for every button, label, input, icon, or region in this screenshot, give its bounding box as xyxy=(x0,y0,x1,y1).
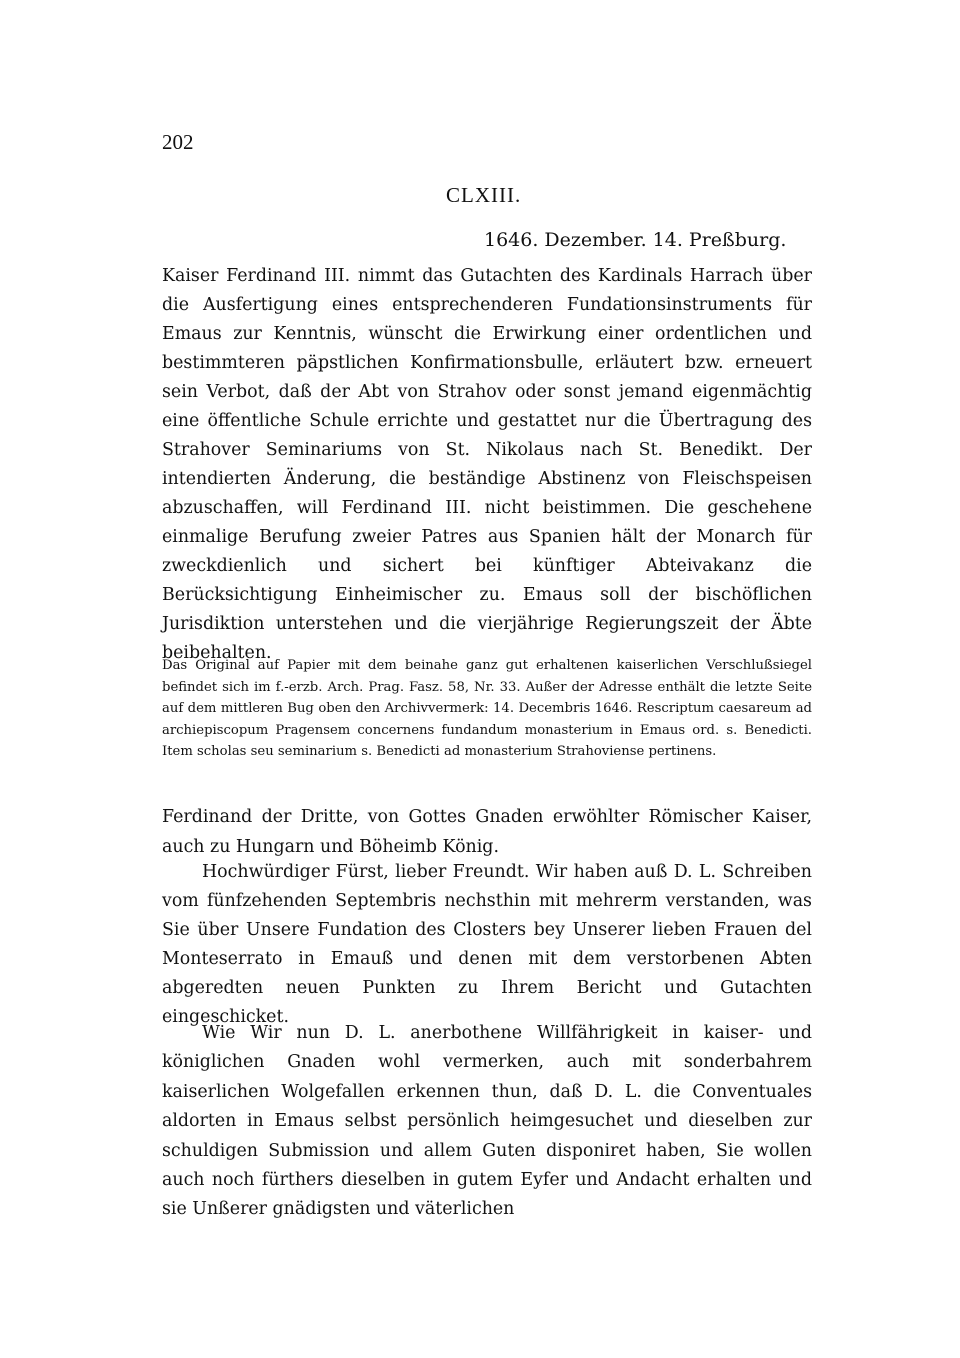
page-number: 202 xyxy=(162,130,194,154)
source-note: Das Original auf Papier mit dem beinahe ganz gut erhaltenen kaiserlichen Verschlußsiegel befindet sich im f.-erzb. Arch. Prag. Fasz. 58, Nr. 33. Außer der Adresse enthält die letzte Seite auf dem mittleren Bug oben den Archivvermerk: 14. Decembris 1646. Rescriptum caesareum ad archiepiscopum Pragensem concernens fundandum monasterium in Emaus ord. s. Benedicti. Item scholas seu seminarium s. Benedicti ad monasterium Strahoviense pertinens. xyxy=(162,658,812,760)
document-number: CLXIII. xyxy=(446,183,522,207)
dateline: 1646. Dezember. 14. Preßburg. xyxy=(484,229,787,251)
letter-paragraph: Wie Wir nun D. L. anerbothene Willfährigkeit in kaiser- und königlichen Gnaden wohl vermerken, auch mit sonderbahrem kaiserlichen Wolgefallen erkennen thun, daß D. L. die Conventuales aldorten in Emaus selbst persönlich heimgesuchet und dieselben zur schuldigen Submission und allem Guten disponiret haben, Sie wollen auch noch fürthers dieselben in gutem Eyfer und Andacht erhalten und sie Unßerer gnädigsten und väterlichen xyxy=(162,1023,812,1220)
document-summary: Kaiser Ferdinand III. nimmt das Gutachten des Kardinals Harrach über die Ausfertigung eines entsprechenderen Fundationsinstruments für Emaus zur Kenntnis, wünscht die Erwirkung einer ordentlichen und bestimmteren päpstlichen Konfirmationsbulle, erläutert bzw. erneuert sein Verbot, daß der Abt von Strahov oder sonst jemand eigenmächtig eine öffentliche Schule errichte und gestattet nur die Übertragung des Strahover Seminariums von St. Nikolaus nach St. Benedikt. Der intendierten Änderung, die beständige Abstinenz von Fleischspeisen abzuschaffen, will Ferdinand III. nicht beistimmen. Die geschehene einmalige Berufung zweier Patres aus Spanien hält der Monarch für zweckdienlich und sichert bei künftiger Abteivakanz die Berücksichtigung Einheimischer zu. Emaus soll der bischöflichen Jurisdiktion unterstehen und die vierjährige Regierungszeit der Äbte beibehalten. xyxy=(162,266,812,663)
letter-salutation-heading: Ferdinand der Dritte, von Gottes Gnaden erwöhlter Römischer Kaiser, auch zu Hungarn und Böheimb König. xyxy=(162,807,812,857)
letter-paragraph: Hochwürdiger Fürst, lieber Freundt. Wir haben auß D. L. Schreiben vom fünfzehenden Septembris nechsthin mit mehrerm verstanden, was Sie über Unsere Fundation des Closters bey Unserer lieben Frauen del Monteserrato in Emauß und denen mit dem verstorbenen Abten abgeredten neuen Punkten zu Ihrem Bericht und Gutachten eingeschicket. xyxy=(162,862,812,1027)
